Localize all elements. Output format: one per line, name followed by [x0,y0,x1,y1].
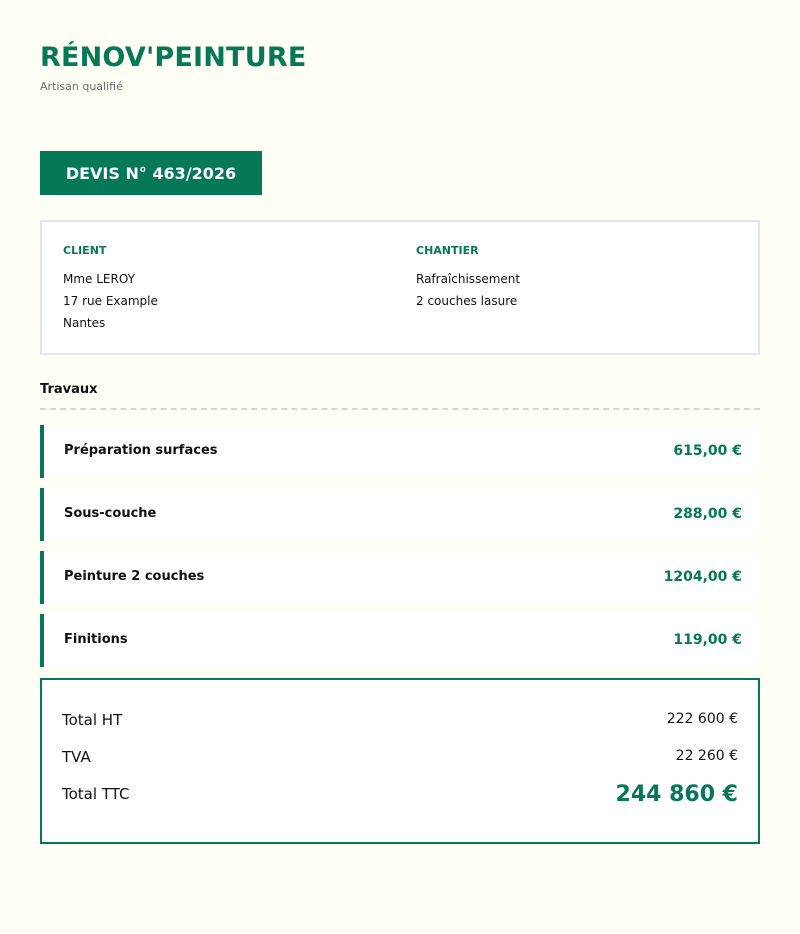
work-item [40,425,760,478]
tva-label: TVA [62,748,91,766]
quote-title: DEVIS N° 463/2026 [65,163,237,183]
client-city: Nantes [63,316,106,330]
total-ht-label: Total HT [62,711,123,729]
info-box [40,220,760,355]
total-ht-value: 222 600 € [666,711,738,727]
company-name: RÉNOV'PEINTURE [40,42,307,73]
work-item-price: 615,00 € [673,443,742,459]
section-divider [40,408,760,410]
works-section-title: Travaux [40,382,98,397]
work-item-label: Préparation surfaces [64,443,218,458]
totals-box [40,678,760,844]
site-heading: CHANTIER [416,244,479,257]
client-name: Mme LEROY [63,272,135,286]
total-ht-row [62,711,738,733]
client-info [63,244,158,338]
work-item-label: Peinture 2 couches [64,569,205,584]
tva-row [62,748,738,770]
total-ttc-row [62,782,738,807]
client-address: 17 rue Example [63,294,158,308]
works-list [40,425,760,677]
work-item-label: Sous-couche [64,506,157,521]
site-description: Rafraîchissement [416,272,521,286]
quote-title-banner [40,151,262,195]
client-heading: CLIENT [63,244,107,257]
work-item [40,551,760,604]
site-detail: 2 couches lasure [416,294,518,308]
work-item-label: Finitions [64,632,128,647]
work-item-price: 119,00 € [673,632,742,648]
work-item [40,488,760,541]
work-item-price: 1204,00 € [663,569,742,585]
tva-value: 22 260 € [675,748,738,764]
total-ttc-value: 244 860 € [615,782,738,807]
work-item-price: 288,00 € [673,506,742,522]
site-info [416,244,520,316]
company-tagline: Artisan qualifié [40,80,123,93]
total-ttc-label: Total TTC [62,785,130,803]
work-item [40,614,760,667]
